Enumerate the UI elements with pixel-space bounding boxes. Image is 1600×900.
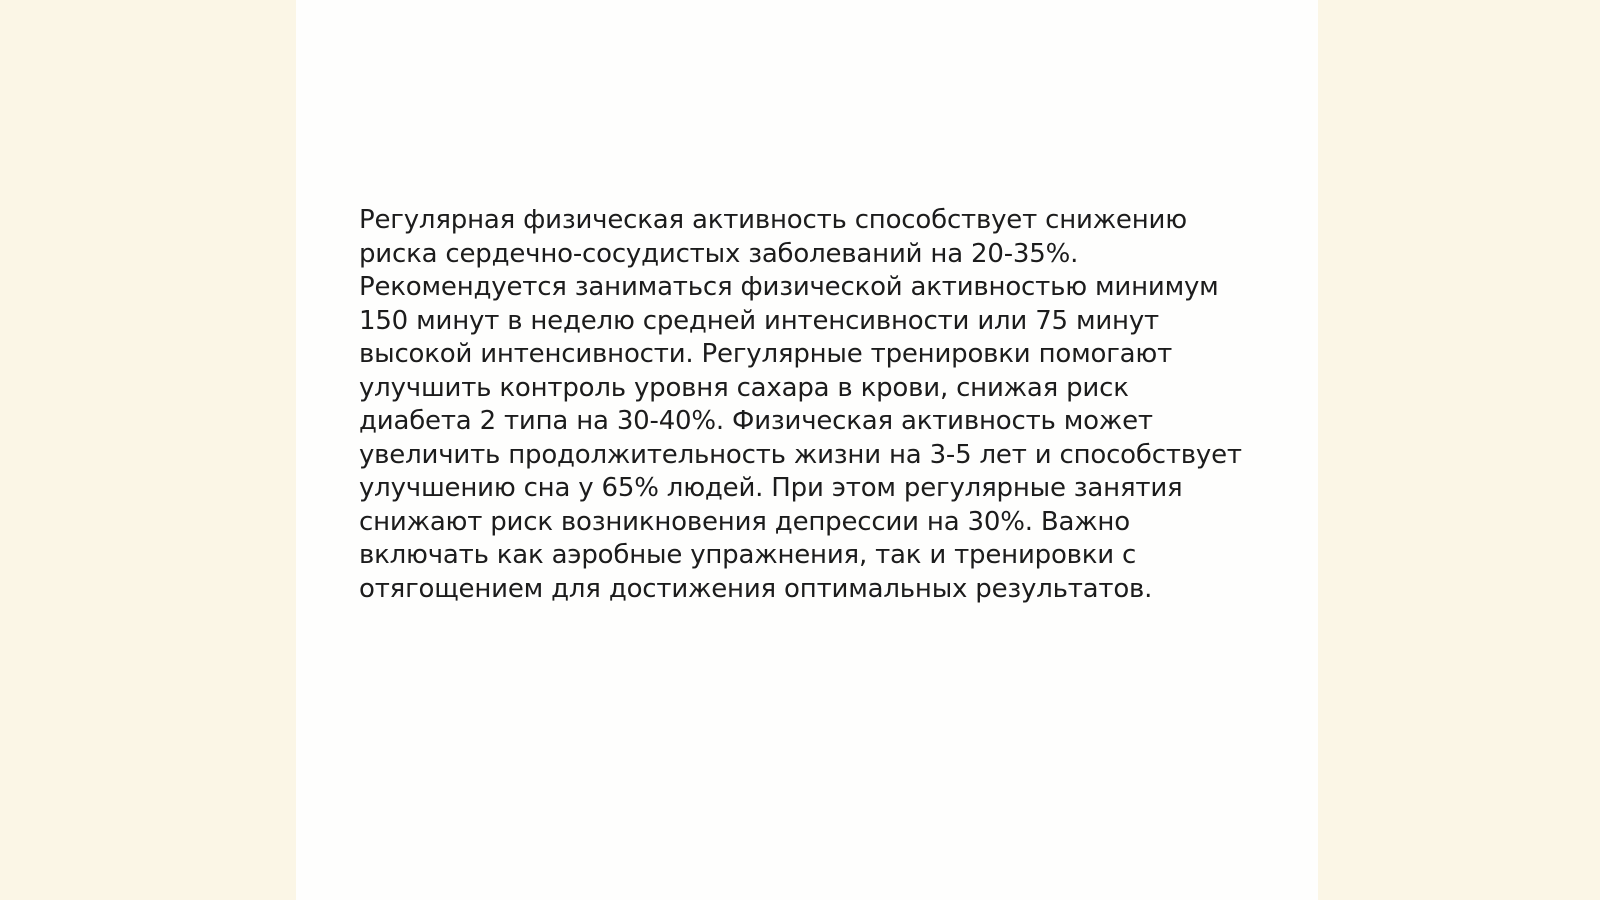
paragraph-line: диабета 2 типа на 30-40%. Физическая активность может <box>359 406 1153 436</box>
right-margin-background <box>1318 0 1600 900</box>
paragraph-line: улучшению сна у 65% людей. При этом регулярные занятия <box>359 473 1183 503</box>
paragraph-line: 150 минут в неделю средней интенсивности или 75 минут <box>359 305 1159 336</box>
paragraph-line: включать как аэробные упражнения, так и тренировки с <box>359 540 1137 570</box>
paragraph-line: Рекомендуется заниматься физической активностью минимум <box>359 272 1219 302</box>
body-paragraph <box>359 204 1259 606</box>
paragraph-line: высокой интенсивности. Регулярные тренировки помогают <box>359 339 1173 369</box>
left-margin-background <box>0 0 296 900</box>
paragraph-line: увеличить продолжительность жизни на 3-5 лет и способствует <box>359 439 1242 470</box>
document-page <box>296 0 1318 900</box>
paragraph-line: снижают риск возникновения депрессии на 30%. Важно <box>359 506 1130 537</box>
paragraph-line: риска сердечно-сосудистых заболеваний на 20-35%. <box>359 238 1079 269</box>
paragraph-line: Регулярная физическая активность способствует снижению <box>359 205 1187 235</box>
paragraph-line: улучшить контроль уровня сахара в крови, снижая риск <box>359 372 1129 403</box>
paragraph-line: отягощением для достижения оптимальных результатов. <box>359 573 1153 604</box>
